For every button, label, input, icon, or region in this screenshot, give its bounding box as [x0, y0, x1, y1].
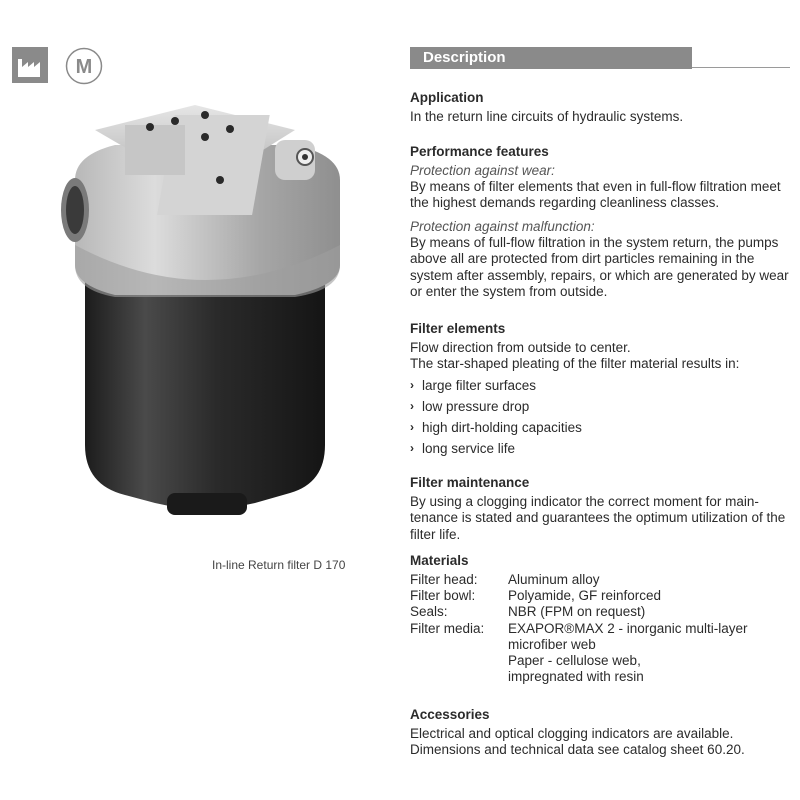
svg-text:M: M [75, 56, 93, 78]
malfunction-text-3: system after assembly, repairs, or which are generated by wear [410, 267, 789, 283]
m-badge-icon [65, 47, 103, 85]
accessories-line-2: Dimensions and technical data see catalog sheet 60.20. [410, 742, 745, 758]
performance-section [410, 144, 790, 300]
filter-elements-heading: Filter elements [410, 321, 506, 336]
filter-elements-section [410, 321, 790, 459]
malfunction-label: Protection against malfunction: [410, 218, 595, 234]
materials-table [410, 572, 748, 685]
chevron-right-icon: › [410, 377, 414, 392]
accessories-heading: Accessories [410, 707, 490, 722]
list-item: › long service life [410, 438, 790, 459]
chevron-right-icon: › [410, 419, 414, 434]
filter-elements-list [410, 375, 790, 459]
table-row: Filter head: Aluminum alloy [410, 572, 600, 587]
list-item: › low pressure drop [410, 396, 790, 417]
wear-text-1: By means of filter elements that even in full-flow filtration meet [410, 179, 781, 194]
materials-section [410, 553, 790, 685]
application-heading: Application [410, 90, 484, 105]
description-header: Description [410, 47, 692, 69]
application-text: In the return line circuits of hydraulic systems. [410, 109, 684, 124]
accessories-line-1: Electrical and optical clogging indicators are available. [410, 726, 734, 741]
performance-heading: Performance features [410, 144, 549, 159]
list-item: › large filter surfaces [410, 375, 790, 396]
maintenance-heading: Filter maintenance [410, 475, 530, 490]
filter-elements-line-1: Flow direction from outside to center. [410, 340, 631, 355]
accessories-section [410, 707, 790, 759]
malfunction-text-4: or enter the system from outside. [410, 284, 608, 300]
header-divider [692, 67, 790, 68]
maintenance-section [410, 475, 790, 543]
chevron-right-icon: › [410, 398, 414, 413]
application-section [410, 90, 790, 125]
chevron-right-icon: › [410, 440, 414, 455]
filter-elements-line-2: The star-shaped pleating of the filter material results in: [410, 356, 740, 372]
malfunction-text-2: above all are protected from dirt particles remaining in the [410, 251, 755, 267]
materials-heading: Materials [410, 553, 469, 568]
list-item: › high dirt-holding capacities [410, 417, 790, 438]
maintenance-line-1: By using a clogging indicator the correct moment for main- [410, 494, 759, 509]
filter-product-image [55, 85, 355, 545]
wear-label: Protection against wear: [410, 163, 555, 178]
factory-icon [12, 47, 48, 83]
table-row: Filter media: EXAPOR®MAX 2 - inorganic multi-layer microfiber web Paper - cellulose web, impregnated with resin [410, 620, 748, 685]
malfunction-text-1: By means of full-flow filtration in the system return, the pumps [410, 234, 779, 250]
description-column [410, 47, 790, 758]
maintenance-line-2: tenance is stated and guarantees the optimum utilization of the [410, 510, 786, 526]
maintenance-line-3: filter life. [410, 526, 461, 542]
table-row: Seals: NBR (FPM on request) [410, 604, 646, 620]
wear-text-2: the highest demands regarding cleanliness classes. [410, 195, 720, 211]
product-caption: In-line Return filter D 170 [212, 558, 346, 572]
table-row: Filter bowl: Polyamide, GF reinforced [410, 588, 662, 604]
